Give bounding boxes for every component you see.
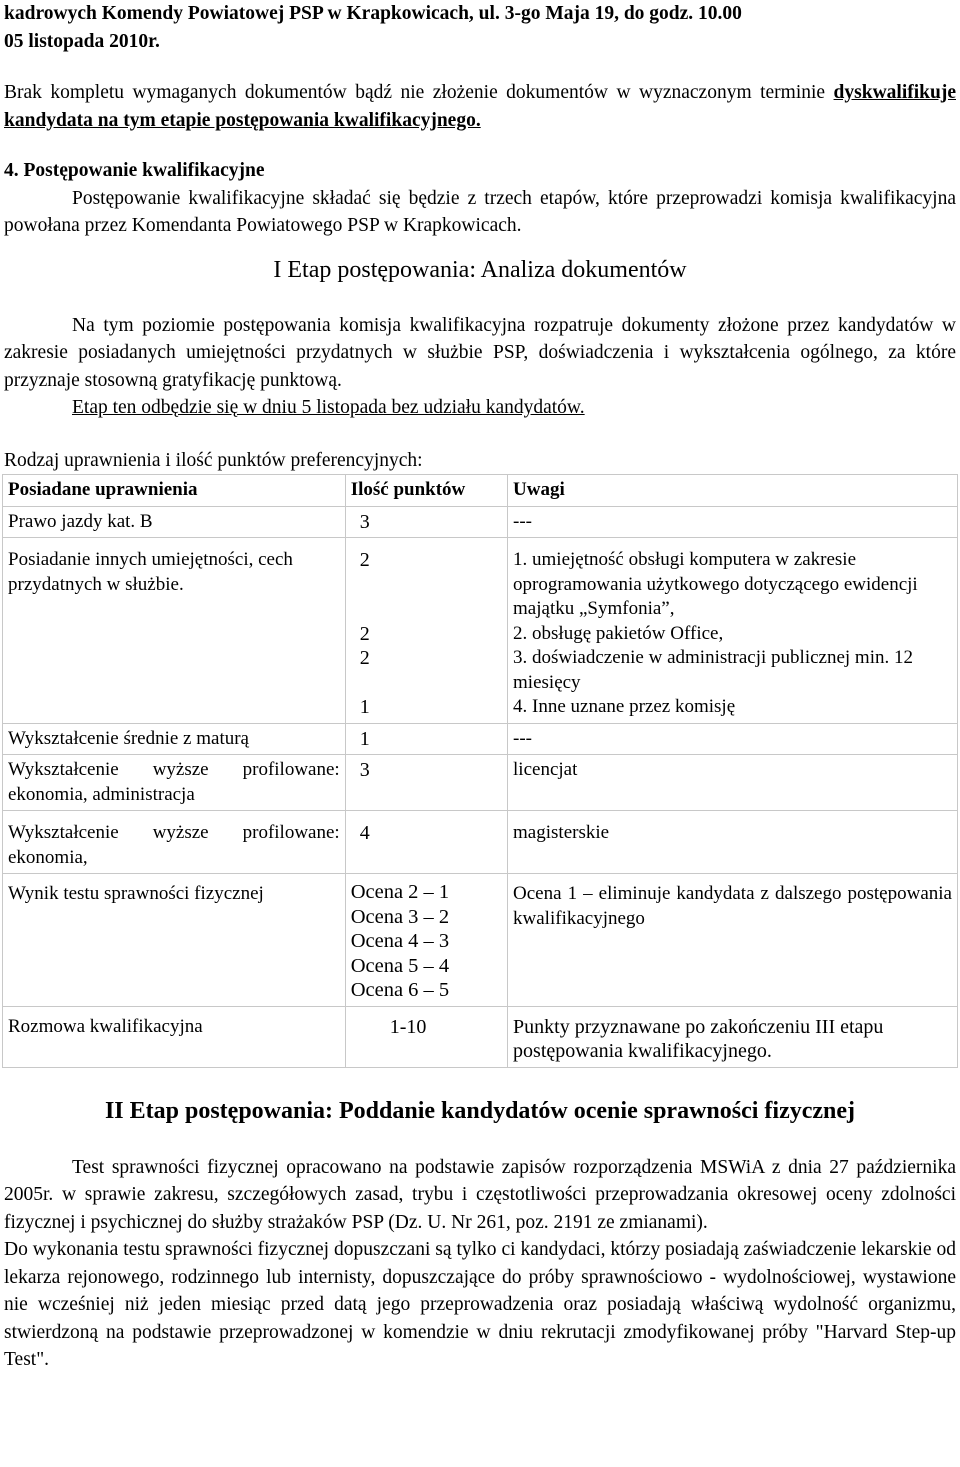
- skill-note-3: 3. doświadczenie w administracji publicznej min. 12 miesięcy: [513, 647, 913, 693]
- intro-block: [4, 0, 956, 55]
- row-fitness-test: Wynik testu sprawności fizycznej: [3, 874, 346, 1007]
- table-header-row: [3, 475, 958, 507]
- points-skill-1: 2: [359, 549, 370, 571]
- table-row: [3, 506, 958, 538]
- skill-note-2: 2. obsługę pakietów Office,: [513, 622, 724, 644]
- row-higher-education-master-points: 4: [345, 811, 507, 874]
- row-driving-license: Prawo jazdy kat. B: [3, 506, 346, 538]
- row-fitness-test-notes: Ocena 1 – eliminuje kandydata z dalszego postępowania kwalifikacyjnego: [508, 874, 958, 1007]
- section-4-heading: 4. Postępowanie kwalifikacyjne: [4, 160, 265, 181]
- warning-bold-text: dyskwalifikuje kandydata na tym etapie postępowania kwalifikacyjnego.: [4, 82, 956, 131]
- row-higher-education-master: Wykształcenie wyższe profilowane: ekonomia,: [3, 811, 346, 874]
- fitness-score-2: Ocena 3 – 2: [350, 905, 450, 928]
- section-4-text: Postępowanie kwalifikacyjne składać się będzie z trzech etapów, które przeprowadzi komisja kwalifikacyjna powołana przez Komendanta Powiatowego PSP w Krapkowicach.: [4, 187, 956, 236]
- row-other-skills-notes: [508, 538, 958, 724]
- skill-note-1: 1. umiejętność obsługi komputera w zakresie oprogramowania użytkowego dotyczącego ewidencji majątku „Symfonia”,: [513, 549, 918, 619]
- row-higher-education-master-notes: magisterskie: [508, 811, 958, 874]
- row-interview-points: 1-10: [345, 1006, 507, 1067]
- table-caption: Rodzaj uprawnienia i ilość punktów preferencyjnych:: [4, 449, 423, 471]
- fitness-score-3: Ocena 4 – 3: [350, 930, 450, 952]
- fitness-score-1: Ocena 2 – 1: [350, 881, 450, 903]
- table-row: [3, 1006, 958, 1067]
- row-secondary-education: Wykształcenie średnie z maturą: [3, 723, 346, 755]
- table-row: [3, 538, 958, 724]
- table-row: [3, 755, 958, 811]
- stage-1-text: Na tym poziomie postępowania komisja kwalifikacyjna rozpatruje dokumenty złożone przez kandydatów w zakresie posiadanych umiejętności przydatnych w służbie PSP, doświadczenia i wykształcenia ogólnego, za które przyznaje stosowną gratyfikację punktową.: [4, 314, 956, 391]
- row-fitness-test-points: [345, 874, 507, 1007]
- row-other-skills-points: [345, 538, 507, 724]
- row-higher-education-bachelor: Wykształcenie wyższe profilowane: ekonomia, administracja: [3, 755, 346, 811]
- skill-note-4: 4. Inne uznane przez komisję: [513, 696, 736, 717]
- row-driving-license-points: 3: [345, 506, 507, 538]
- table-row: [3, 723, 958, 755]
- header-rights: Posiadane uprawnienia: [3, 475, 346, 507]
- document-page: [4, 0, 956, 1374]
- points-skill-4: 1: [359, 696, 370, 718]
- stage-2-paragraph-2: Do wykonania testu sprawności fizycznej dopuszczani są tylko ci kandydaci, którzy posiadają zaświadczenie lekarskie od lekarza rejonowego, rodzinnego lub internisty, dopuszczające do próby sprawnościowo - wydolnościowej, wystawione nie wcześniej niż jeden miesiąc przed datą jego przeprowadzenia oraz posiadają właściwą wydolność organizmu, stwierdzoną na podstawie przeprowadzonej w komendzie w dniu rekrutacji zmodyfikowanej próby "Harvard Step-up Test".: [4, 1239, 956, 1370]
- header-notes: Uwagi: [508, 475, 958, 507]
- row-other-skills: Posiadanie innych umiejętności, cech przydatnych w służbie.: [3, 538, 346, 724]
- row-driving-license-notes: ---: [508, 506, 958, 538]
- table-row: [3, 811, 958, 874]
- preference-points-table: [2, 474, 958, 1068]
- intro-line-1: kadrowych Komendy Powiatowej PSP w Krapkowicach, ul. 3-go Maja 19, do godz. 10.00: [4, 3, 742, 24]
- header-points: Ilość punktów: [345, 475, 507, 507]
- row-higher-education-bachelor-notes: licencjat: [508, 755, 958, 811]
- row-secondary-education-notes: ---: [508, 723, 958, 755]
- stage-1-title: I Etap postępowania: Analiza dokumentów: [273, 256, 687, 283]
- row-secondary-education-points: 1: [345, 723, 507, 755]
- warning-plain-text: Brak kompletu wymaganych dokumentów bądź nie złożenie dokumentów w wyznaczonym terminie: [4, 82, 834, 103]
- stage-2-title: II Etap postępowania: Poddanie kandydatów ocenie sprawności fizycznej: [104, 1097, 856, 1124]
- stage-1-date-note: Etap ten odbędzie się w dniu 5 listopada bez udziału kandydatów.: [72, 397, 585, 418]
- points-skill-2: 2: [359, 622, 370, 645]
- row-higher-education-bachelor-points: 3: [345, 755, 507, 811]
- section-4: [4, 157, 956, 240]
- row-interview: Rozmowa kwalifikacyjna: [3, 1006, 346, 1067]
- fitness-score-5: Ocena 6 – 5: [350, 979, 450, 1001]
- fitness-score-4: Ocena 5 – 4: [350, 954, 450, 977]
- table-row: [3, 874, 958, 1007]
- intro-line-2: 05 listopada 2010r.: [4, 30, 160, 52]
- row-interview-notes: Punkty przyznawane po zakończeniu III etapu postępowania kwalifikacyjnego.: [508, 1006, 958, 1067]
- stage-2-paragraph-1: Test sprawności fizycznej opracowano na podstawie zapisów rozporządzenia MSWiA z dnia 27 października 2005r. w sprawie zakresu, szczegółowych zasad, trybu i częstotliwości przeprowadzania okresowej oceny zdolności fizycznej i psychicznej do służby strażaków PSP (Dz. U. Nr 261, poz. 2191 ze zmianami).: [4, 1156, 956, 1233]
- points-skill-3: 2: [359, 647, 370, 669]
- deadline-warning: [4, 79, 956, 134]
